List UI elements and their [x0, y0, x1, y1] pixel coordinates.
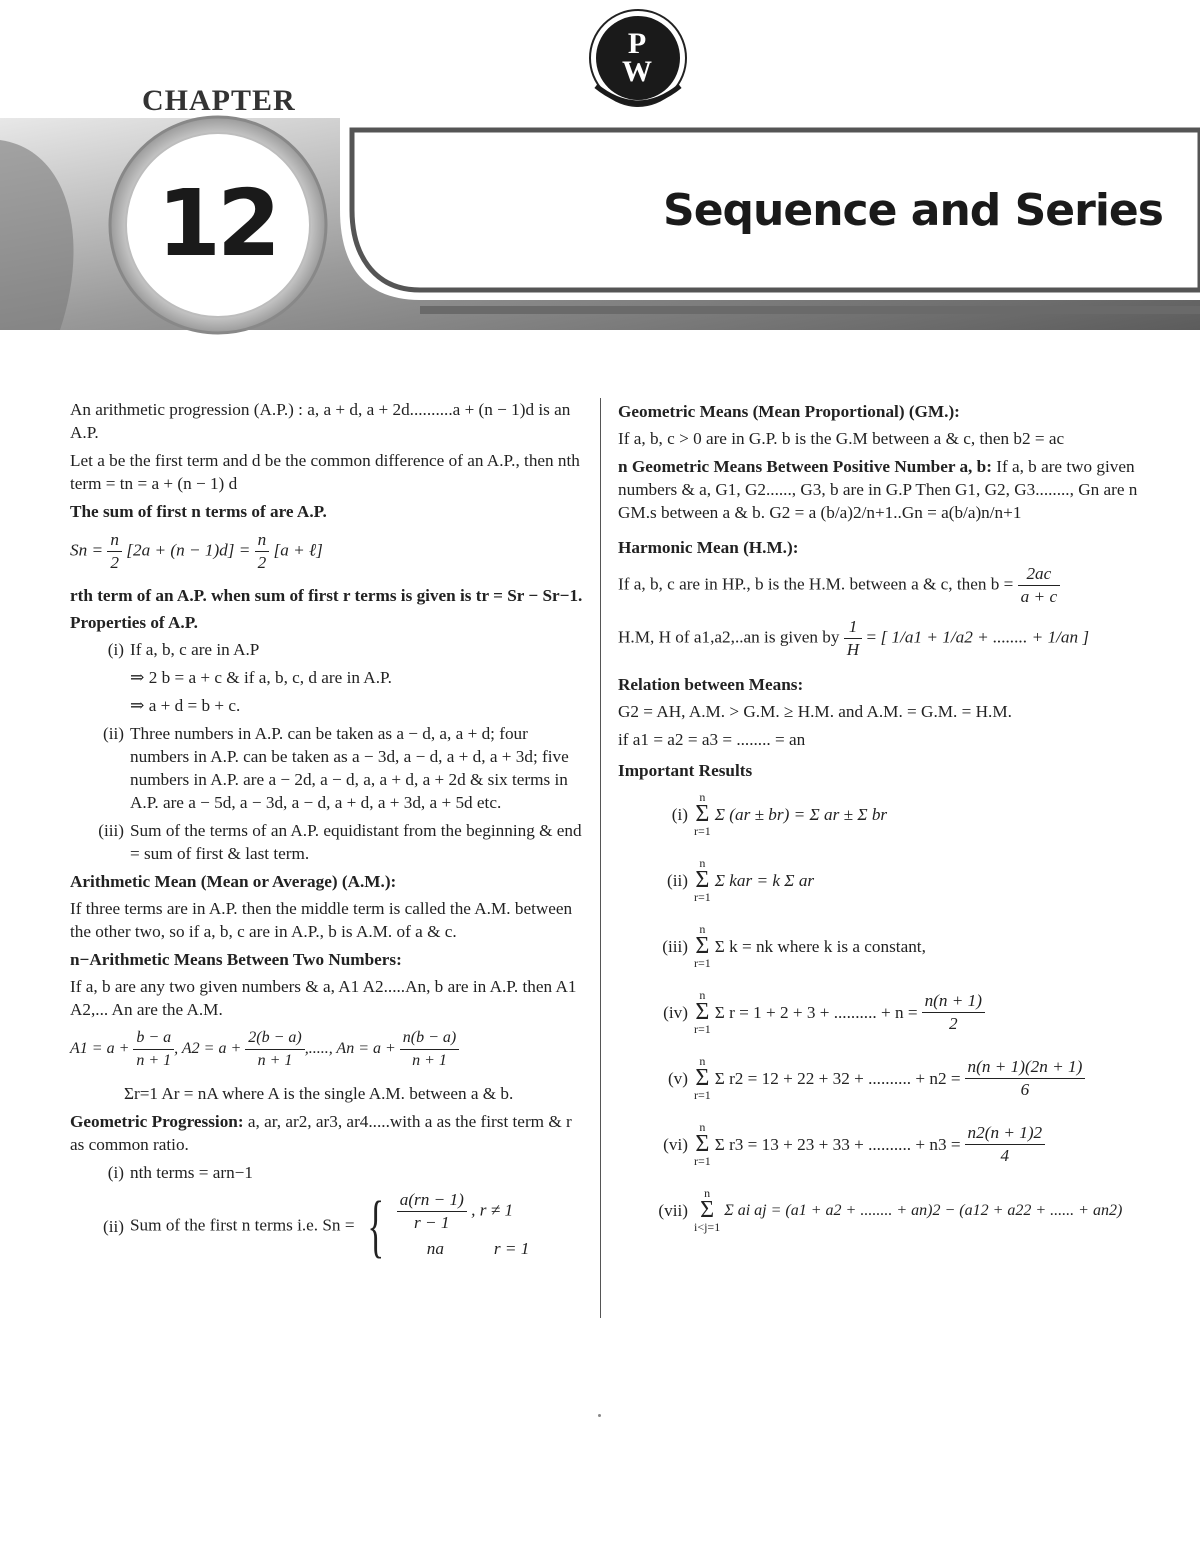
hm2-eq: = [866, 627, 877, 647]
property-text: If a, b, c are in A.P [130, 640, 260, 659]
result-item [618, 1116, 1138, 1172]
property-num: (i) [107, 640, 124, 659]
gp-case1-den: r − 1 [414, 1213, 450, 1232]
nam-sum: Σr=1 Ar = nA where A is the single A.M. between a & b. [124, 1084, 514, 1103]
nam-f1: A1 = a + [70, 1040, 130, 1058]
property-item [70, 722, 584, 814]
property-text: ⇒ a + d = b + c. [130, 696, 241, 715]
gp-case1-cond: , r ≠ 1 [471, 1200, 514, 1220]
sigma-lower: r=1 [694, 890, 711, 904]
sigma-symbol: n Σ r=1 [694, 988, 711, 1036]
nam-heading: n−Arithmetic Means Between Two Numbers: [70, 950, 402, 969]
property-item [70, 694, 584, 717]
sigma-symbol: n Σ r=1 [694, 856, 711, 904]
brace-symbol: { [367, 1187, 385, 1265]
chapter-title: Sequence and Series [663, 185, 1163, 236]
sigma-symbol: n Σ r=1 [694, 790, 711, 838]
gp-case1-num: a(rn − 1) [397, 1189, 467, 1212]
sum-frac2-num: n [255, 529, 270, 552]
result-item [618, 786, 1138, 842]
result-text: Σ k = nk where k is a constant, [714, 936, 926, 956]
ap-definition: An arithmetic progression (A.P.) : a, a + d, a + 2d..........a + (n − 1)d is an A.P. [70, 400, 571, 442]
property-item [70, 666, 584, 689]
hm-frac-den: a + c [1020, 587, 1058, 606]
am-text: If three terms are in A.P. then the middle term is called the A.M. between the other two, so if a, b, c are in A.P., b is A.M. of a & c. [70, 899, 573, 941]
sum-formula [70, 529, 584, 574]
sum-formula-lhs: Sn = [70, 540, 104, 560]
property-num [70, 694, 130, 717]
result-text: Σ r2 = 12 + 22 + 32 + .......... + n2 = [714, 1068, 961, 1088]
property-text: Three numbers in A.P. can be taken as a − d, a, a + d; four numbers in A.P. can be taken as a − 3d, a − d, a + d, a + 3d; five numbers in A.P. are a − 2d, a − d, a, a + d, a + 2d & six terms in A.P. are a − 5d, a − 3d, a − d, a + d, a + 3d, a + 5d etc. [130, 724, 569, 812]
gp-paragraph [70, 1110, 584, 1156]
sigma-lower: r=1 [694, 1022, 711, 1036]
rth-term: rth term of an A.P. when sum of first r terms is given is tr = Sr − Sr−1. [70, 586, 583, 605]
nam-text: If a, b are any two given numbers & a, A1 A2.....An, b are in A.P. then A1 A2,... An are the A.M. [70, 977, 577, 1019]
sigma-upper: n [699, 856, 706, 870]
ngm-text: If a, b are two given numbers & a, G1, G2......, G3, b are in G.P Then G1, G2, G3........, Gn are n GM.s between a & b. G2 = a (b/a)2/n+1..Gn = a(b/a)n/n+1 [618, 457, 1138, 522]
ap-nth-term: Let a be the first term and d be the common difference of an A.P., then nth term = tn = a + (n − 1) d [70, 451, 580, 493]
result-num: (iv) [663, 1002, 688, 1022]
hm2-paragraph [618, 616, 1138, 661]
property-num: (ii) [103, 724, 124, 743]
result-item [618, 984, 1138, 1040]
sigma-symbol: n Σ r=1 [694, 1120, 711, 1168]
result-frac-den: 6 [1020, 1079, 1030, 1099]
result-frac-num: n(n + 1)(2n + 1) [965, 1056, 1086, 1079]
sigma-symbol: n Σ i<j=1 [694, 1186, 721, 1234]
result-text: Σ r3 = 13 + 23 + 33 + .......... + n3 = [714, 1134, 961, 1154]
nam-f3-num: n(b − a) [400, 1027, 459, 1050]
properties-heading: Properties of A.P. [70, 613, 198, 632]
gp-cases [397, 1189, 530, 1264]
result-frac-den: 4 [1000, 1145, 1010, 1165]
nam-f2-num: 2(b − a) [245, 1027, 304, 1050]
property-text: ⇒ 2 b = a + c & if a, b, c, d are in A.P. [130, 668, 392, 687]
gm-heading: Geometric Means (Mean Proportional) (GM.): [618, 402, 960, 421]
result-item [618, 918, 1138, 974]
gp-item [70, 1189, 584, 1264]
hm2-lhs-den: H [846, 640, 860, 659]
nam-f3: ,....., An = a + [304, 1040, 396, 1058]
result-text: Σ r = 1 + 2 + 3 + .......... + n = [714, 1002, 918, 1022]
gp-text: nth terms = arn−1 [130, 1163, 253, 1182]
gp-num: (i) [107, 1163, 124, 1182]
pw-logo-text: PW [622, 27, 654, 88]
sigma-upper: n [704, 1186, 711, 1200]
sigma-upper: n [699, 1120, 706, 1134]
nam-f2: , A2 = a + [174, 1040, 242, 1058]
result-frac-den: 2 [948, 1013, 958, 1033]
chapter-label: CHAPTER [142, 84, 296, 117]
property-item [70, 819, 584, 865]
relation-text: G2 = AH, A.M. > G.M. ≥ H.M. and A.M. = G.M. = H.M. [618, 702, 1012, 721]
hm-heading: Harmonic Mean (H.M.): [618, 538, 799, 557]
chapter-number: 12 [156, 170, 278, 277]
result-frac-num: n2(n + 1)2 [965, 1122, 1046, 1145]
column-divider [600, 398, 601, 1318]
hm2-text: H.M, H of a1,a2,..an is given by [618, 627, 840, 647]
gp-sum-text: Sum of the first n terms i.e. Sn = [130, 1215, 355, 1235]
sigma-lower: r=1 [694, 1154, 711, 1168]
sigma-upper: n [699, 790, 706, 804]
gp-text: a, ar, ar2, ar3, ar4.....with a as the first term & r as common ratio. [70, 1112, 572, 1154]
result-num: (ii) [667, 870, 688, 890]
hm2-lhs-num: 1 [844, 616, 862, 639]
sum-formula-end: [a + ℓ] [273, 540, 323, 560]
sigma-lower: r=1 [694, 1088, 711, 1102]
relation-text2: if a1 = a2 = a3 = ........ = an [618, 730, 806, 749]
right-column [618, 398, 1138, 1248]
gm-text: If a, b, c > 0 are in G.P. b is the G.M between a & c, then b2 = ac [618, 429, 1065, 448]
ngm-heading: n Geometric Means Between Positive Number a, b: [618, 457, 992, 476]
property-item [70, 638, 584, 661]
sigma-upper: n [699, 1054, 706, 1068]
property-num: (iii) [98, 821, 124, 840]
result-item [618, 1050, 1138, 1106]
sum-frac-num: n [107, 529, 122, 552]
property-num [70, 666, 130, 689]
sigma-upper: n [699, 988, 706, 1002]
gp-item [70, 1161, 584, 1184]
sigma-symbol: n Σ r=1 [694, 922, 711, 970]
nam-f1-den: n + 1 [136, 1052, 172, 1069]
gp-num: (ii) [103, 1217, 124, 1236]
nam-formula [70, 1027, 584, 1072]
left-column [70, 398, 584, 1269]
result-text: Σ kar = k Σ ar [714, 870, 815, 890]
result-num: (i) [671, 804, 688, 824]
hm-paragraph [618, 563, 1138, 608]
page-dot [598, 1414, 601, 1417]
sum-formula-mid: [2a + (n − 1)d] = [126, 540, 251, 560]
nam-f2-den: n + 1 [257, 1052, 293, 1069]
hm-frac-num: 2ac [1018, 563, 1060, 586]
sigma-lower: i<j=1 [694, 1220, 721, 1234]
sum-frac2-den: 2 [257, 553, 267, 572]
sum-frac-den: 2 [110, 553, 119, 572]
result-num: (v) [667, 1068, 688, 1088]
am-heading: Arithmetic Mean (Mean or Average) (A.M.): [70, 872, 397, 891]
result-frac-num: n(n + 1) [922, 990, 985, 1013]
nam-f1-num: b − a [133, 1027, 174, 1050]
sigma-upper: n [699, 922, 706, 936]
result-item [618, 1182, 1138, 1238]
result-num: (iii) [662, 936, 688, 956]
sigma-lower: r=1 [694, 824, 711, 838]
property-text: Sum of the terms of an A.P. equidistant from the beginning & end = sum of first & last term. [130, 821, 582, 863]
result-text: Σ (ar ± br) = Σ ar ± Σ br [714, 804, 888, 824]
sum-heading: The sum of first n terms of are A.P. [70, 502, 327, 521]
result-text: Σ ai aj = (a1 + a2 + ........ + an)2 − (a12 + a22 + ...... + an2) [724, 1201, 1123, 1219]
ngm-paragraph [618, 455, 1138, 524]
gp-case2-cond: r = 1 [493, 1239, 530, 1258]
result-item [618, 852, 1138, 908]
sigma-symbol: n Σ r=1 [694, 1054, 711, 1102]
hm-text: If a, b, c are in HP., b is the H.M. between a & c, then b = [618, 574, 1014, 594]
sigma-lower: r=1 [694, 956, 711, 970]
result-num: (vi) [663, 1134, 688, 1154]
gp-heading: Geometric Progression: [70, 1112, 244, 1131]
nam-f3-den: n + 1 [412, 1052, 447, 1069]
relation-heading: Relation between Means: [618, 675, 804, 694]
gp-case2: na [426, 1239, 444, 1258]
result-num: (vii) [658, 1200, 688, 1220]
hm2-rhs: [ 1/a1 + 1/a2 + ........ + 1/an ] [880, 627, 1090, 647]
important-results-heading: Important Results [618, 761, 753, 780]
